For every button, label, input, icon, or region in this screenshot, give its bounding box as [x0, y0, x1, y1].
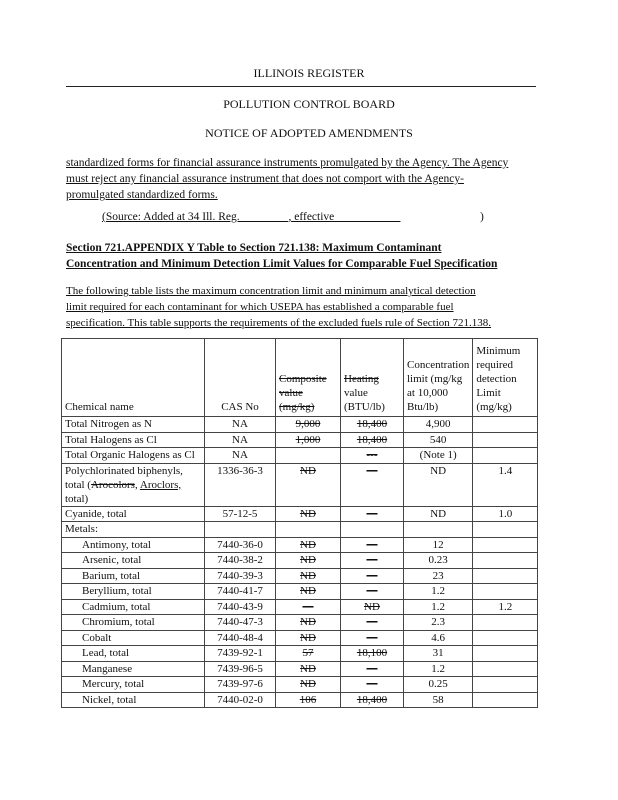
intro-line: promulgated standardized forms.: [66, 189, 218, 201]
cell-concentration-limit: 58: [404, 692, 473, 708]
cell-min-detection-limit: [473, 537, 538, 553]
table-row: [62, 677, 538, 693]
cell-cas-no: NA: [205, 432, 276, 448]
table-row: [62, 630, 538, 646]
cell-composite-value: ND: [276, 506, 341, 522]
table-row: [62, 463, 538, 506]
cell-cas-no: NA: [205, 448, 276, 464]
cell-concentration-limit: 1.2: [404, 599, 473, 615]
intro-line: must reject any financial assurance instrument that does not comport with the Agency-: [66, 173, 464, 185]
cell-cas-no: 7440-41-7: [205, 584, 276, 600]
cell-cas-no: 7440-39-3: [205, 568, 276, 584]
cell-heating-value: 18,100: [341, 646, 404, 662]
cell-heating-value: —: [341, 506, 404, 522]
cell-heating-value: 18,400: [341, 417, 404, 433]
cell-min-detection-limit: [473, 677, 538, 693]
cell-min-detection-limit: [473, 432, 538, 448]
cell-chemical-name: Arsenic, total: [62, 553, 205, 569]
description-line: limit required for each contaminant for which USEPA has established a comparable fuel: [66, 301, 454, 313]
cell-min-detection-limit: [473, 553, 538, 569]
cell-cas-no: 7440-47-3: [205, 615, 276, 631]
cell-cas-no: 7439-97-6: [205, 677, 276, 693]
cell-concentration-limit: 31: [404, 646, 473, 662]
cell-cas-no: 7440-38-2: [205, 553, 276, 569]
col-composite-value: Composite value (mg/kg): [276, 339, 341, 417]
heating-label: Heating: [344, 373, 379, 385]
cell-concentration-limit: 540: [404, 432, 473, 448]
cell-composite-value: —: [276, 599, 341, 615]
cell-composite-value: ND: [276, 584, 341, 600]
cell-heating-value: 18,400: [341, 432, 404, 448]
col-concentration-limit: Concentration limit (mg/kg at 10,000 Btu/lb): [404, 339, 473, 417]
cell-heating-value: [341, 522, 404, 538]
cell-concentration-limit: ND: [404, 463, 473, 506]
cell-chemical-name: Chromium, total: [62, 615, 205, 631]
cell-min-detection-limit: [473, 568, 538, 584]
cell-concentration-limit: 1.2: [404, 584, 473, 600]
cell-cas-no: 7440-43-9: [205, 599, 276, 615]
cell-chemical-name: Barium, total: [62, 568, 205, 584]
cell-composite-value: ND: [276, 677, 341, 693]
cell-cas-no: NA: [205, 417, 276, 433]
table-row: [62, 537, 538, 553]
cell-composite-value: ND: [276, 661, 341, 677]
cell-heating-value: —: [341, 661, 404, 677]
cell-chemical-name: Cobalt: [62, 630, 205, 646]
table-row: [62, 506, 538, 522]
cell-chemical-name: Mercury, total: [62, 677, 205, 693]
cell-min-detection-limit: [473, 417, 538, 433]
cell-concentration-limit: ND: [404, 506, 473, 522]
cell-composite-value: ND: [276, 463, 341, 506]
table-header-row: [62, 339, 538, 417]
cell-heating-value: —: [341, 584, 404, 600]
cell-chemical-name: Total Nitrogen as N: [62, 417, 205, 433]
source-text: (Source: Added at 34 Ill. Reg. ________, effective ___________: [102, 211, 401, 223]
cell-concentration-limit: 0.23: [404, 553, 473, 569]
cell-chemical-name: Metals:: [62, 522, 205, 538]
cell-min-detection-limit: 1.0: [473, 506, 538, 522]
col-heating-value: Heating value (BTU/lb): [341, 339, 404, 417]
cell-composite-value: 106: [276, 692, 341, 708]
cell-concentration-limit: (Note 1): [404, 448, 473, 464]
cell-concentration-limit: 0.25: [404, 677, 473, 693]
cell-concentration-limit: 12: [404, 537, 473, 553]
cell-cas-no: 57-12-5: [205, 506, 276, 522]
cell-min-detection-limit: 1.4: [473, 463, 538, 506]
cell-heating-value: —: [341, 615, 404, 631]
cell-heating-value: 18,400: [341, 692, 404, 708]
cell-chemical-name: Nickel, total: [62, 692, 205, 708]
table-row: [62, 692, 538, 708]
cell-chemical-name: Manganese: [62, 661, 205, 677]
cell-heating-value: —: [341, 463, 404, 506]
table-row: [62, 646, 538, 662]
cell-concentration-limit: 4.6: [404, 630, 473, 646]
cell-composite-value: 9,000: [276, 417, 341, 433]
cell-composite-value: ND: [276, 537, 341, 553]
cell-heating-value: —: [341, 568, 404, 584]
section-line: Section 721.APPENDIX Y Table to Section 721.138: Maximum Contaminant: [66, 242, 442, 254]
source-close: ): [480, 211, 484, 223]
cell-heating-value: ---: [341, 448, 404, 464]
cell-cas-no: 7439-92-1: [205, 646, 276, 662]
table-row: [62, 553, 538, 569]
cell-cas-no: 7439-96-5: [205, 661, 276, 677]
cell-min-detection-limit: [473, 661, 538, 677]
table-row: [62, 522, 538, 538]
cell-concentration-limit: [404, 522, 473, 538]
cell-heating-value: —: [341, 537, 404, 553]
cell-min-detection-limit: 1.2: [473, 599, 538, 615]
table-row: [62, 661, 538, 677]
col-min-detection-limit: Minimum required detection Limit (mg/kg): [473, 339, 538, 417]
table-row: [62, 432, 538, 448]
cell-min-detection-limit: [473, 584, 538, 600]
table-row: [62, 599, 538, 615]
cell-min-detection-limit: [473, 646, 538, 662]
description-paragraph: [66, 283, 536, 331]
table-row: [62, 568, 538, 584]
table-row: [62, 584, 538, 600]
cell-cas-no: 7440-02-0: [205, 692, 276, 708]
cell-chemical-name: Polychlorinated biphenyls, total (Arocolors, Aroclors, total): [62, 463, 205, 506]
board-title: POLLUTION CONTROL BOARD: [223, 97, 395, 111]
cell-composite-value: [276, 522, 341, 538]
fuel-specification-table: [61, 338, 538, 708]
cell-heating-value: —: [341, 677, 404, 693]
section-heading: [66, 240, 536, 272]
cell-heating-value: —: [341, 630, 404, 646]
intro-line: standardized forms for financial assurance instruments promulgated by the Agency. The Agency: [66, 157, 509, 169]
cell-chemical-name: Beryllium, total: [62, 584, 205, 600]
cell-chemical-name: Lead, total: [62, 646, 205, 662]
cell-concentration-limit: 2.3: [404, 615, 473, 631]
cell-composite-value: 1,000: [276, 432, 341, 448]
notice-title: NOTICE OF ADOPTED AMENDMENTS: [205, 126, 413, 140]
register-title: ILLINOIS REGISTER: [253, 66, 365, 80]
cell-composite-value: [276, 448, 341, 464]
cell-chemical-name: Total Organic Halogens as Cl: [62, 448, 205, 464]
source-note: [102, 211, 484, 223]
cell-min-detection-limit: [473, 630, 538, 646]
cell-concentration-limit: 23: [404, 568, 473, 584]
header-rule: [66, 86, 536, 87]
description-line: specification. This table supports the requirements of the excluded fuels rule of Section 721.138.: [66, 317, 492, 329]
cell-chemical-name: Cadmium, total: [62, 599, 205, 615]
intro-paragraph: [66, 155, 536, 203]
cell-min-detection-limit: [473, 522, 538, 538]
col-cas-no: CAS No: [205, 339, 276, 417]
table-body: [62, 417, 538, 708]
cell-cas-no: 7440-36-0: [205, 537, 276, 553]
cell-min-detection-limit: [473, 615, 538, 631]
cell-heating-value: ND: [341, 599, 404, 615]
cell-cas-no: [205, 522, 276, 538]
cell-composite-value: ND: [276, 553, 341, 569]
cell-composite-value: ND: [276, 568, 341, 584]
cell-chemical-name: Antimony, total: [62, 537, 205, 553]
cell-concentration-limit: 4,900: [404, 417, 473, 433]
table-row: [62, 417, 538, 433]
col-chemical-name: Chemical name: [62, 339, 205, 417]
cell-chemical-name: Total Halogens as Cl: [62, 432, 205, 448]
cell-composite-value: ND: [276, 630, 341, 646]
cell-concentration-limit: 1.2: [404, 661, 473, 677]
cell-min-detection-limit: [473, 692, 538, 708]
cell-composite-value: ND: [276, 615, 341, 631]
description-line: The following table lists the maximum concentration limit and minimum analytical detection: [66, 285, 476, 297]
cell-cas-no: 7440-48-4: [205, 630, 276, 646]
cell-cas-no: 1336-36-3: [205, 463, 276, 506]
cell-heating-value: —: [341, 553, 404, 569]
section-line: Concentration and Minimum Detection Limit Values for Comparable Fuel Specification: [66, 258, 498, 270]
cell-min-detection-limit: [473, 448, 538, 464]
table-row: [62, 615, 538, 631]
cell-composite-value: 57: [276, 646, 341, 662]
table-row: [62, 448, 538, 464]
cell-chemical-name: Cyanide, total: [62, 506, 205, 522]
